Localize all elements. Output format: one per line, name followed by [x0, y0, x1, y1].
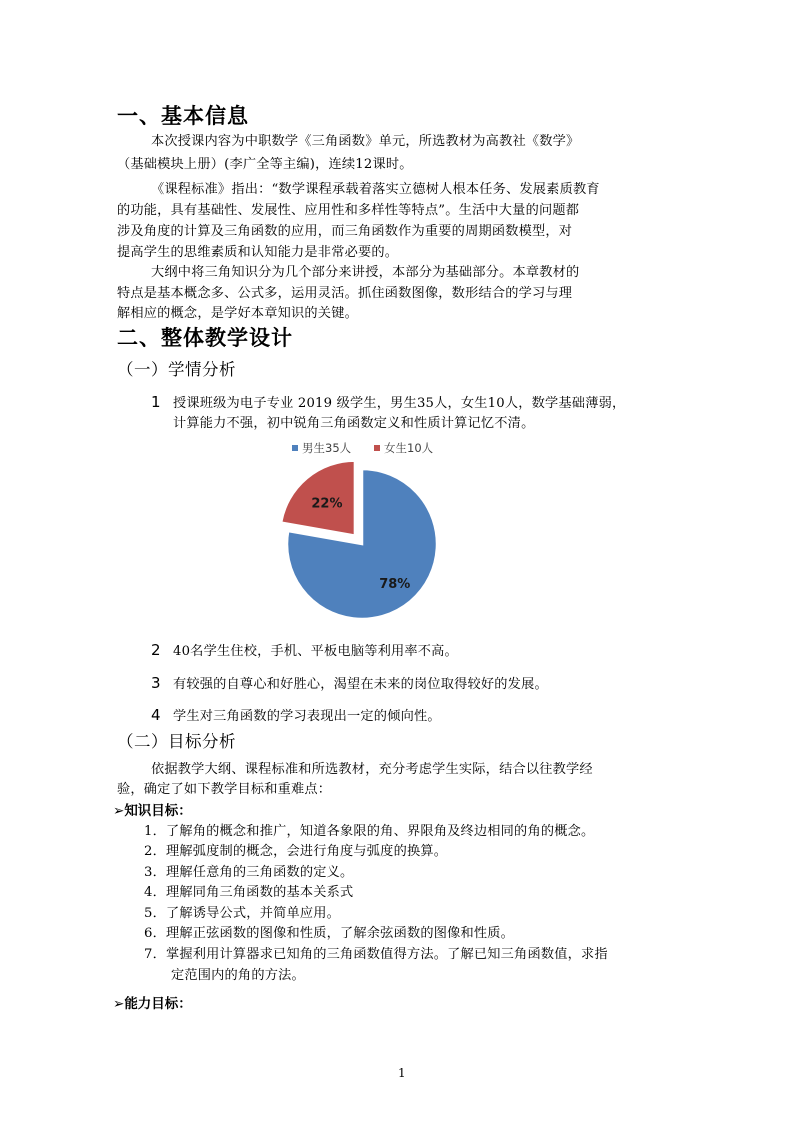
list-text: 授课班级为电子专业 2019 级学生，男生35人，女生10人，数学基础薄弱，	[173, 396, 626, 411]
paragraph-line: （基础模块上册）(李广全等主编)，连续12课时。	[117, 157, 413, 172]
knowledge-goals-label: 知识目标：	[124, 803, 192, 819]
ability-goals-heading	[113, 992, 192, 1012]
list-item-continuation: 计算能力不强，初中锐角三角函数定义和性质计算记忆不清。	[173, 416, 535, 431]
paragraph-line: 依据教学大纲、课程标准和所选教材，充分考虑学生实际，结合以往教学经	[151, 762, 593, 777]
knowledge-goals-heading	[113, 799, 192, 819]
knowledge-item: 7．掌握利用计算器求已知角的三角函数值得方法。了解已知三角函数值，求指	[144, 947, 608, 962]
list-item	[151, 705, 441, 724]
subsection-heading-goal-analysis: （二）目标分析	[117, 732, 236, 751]
list-text: 40名学生住校，手机、平板电脑等利用率不高。	[173, 644, 458, 659]
gender-pie-chart	[270, 432, 470, 628]
list-item	[151, 640, 458, 659]
paragraph-line: 特点是基本概念多、公式多，运用灵活。抓住函数图像，数形结合的学习与理	[117, 286, 573, 301]
list-number: 3	[151, 674, 161, 692]
legend-swatch	[292, 445, 298, 451]
legend-label: 女生10人	[384, 441, 434, 455]
paragraph-line: 大纲中将三角知识分为几个部分来讲授，本部分为基础部分。本章教材的	[151, 265, 580, 280]
paragraph-line: 涉及角度的计算及三角函数的应用，而三角函数作为重要的周期函数模型，对	[117, 224, 573, 239]
chart-legend	[292, 441, 434, 455]
paragraph-line: 本次授课内容为中职数学《三角函数》单元，所选教材为高教社《数学》	[151, 134, 580, 149]
section-heading-basic-info: 一、基本信息	[117, 104, 249, 128]
paragraph-line: 提高学生的思维素质和认知能力是非常必要的。	[117, 245, 399, 260]
knowledge-item: 4．理解同角三角函数的基本关系式	[144, 885, 354, 900]
list-number: 1	[151, 393, 161, 411]
paragraph-line: 《课程标准》指出：“数学课程承载着落实立德树人根本任务、发展素质教育	[151, 182, 600, 197]
knowledge-item: 6．理解正弦函数的图像和性质，了解余弦函数的图像和性质。	[144, 926, 515, 941]
list-text: 学生对三角函数的学习表现出一定的倾向性。	[173, 709, 441, 724]
list-text: 有较强的自尊心和好胜心，渴望在未来的岗位取得较好的发展。	[173, 677, 548, 692]
knowledge-item: 1．了解角的概念和推广，知道各象限的角、界限角及终边相同的角的概念。	[144, 824, 595, 839]
paragraph-line: 的功能，具有基础性、发展性、应用性和多样性等特点”。生活中大量的问题都	[117, 203, 580, 218]
pie-data-label: 22%	[311, 496, 343, 512]
list-item	[151, 392, 625, 411]
knowledge-item: 5．了解诱导公式，并简单应用。	[144, 906, 341, 921]
paragraph-line: 解相应的概念，是学好本章知识的关键。	[117, 306, 358, 321]
arrow-bullet-icon: ➢	[113, 803, 125, 819]
pie-slices	[281, 461, 437, 619]
list-item	[151, 673, 548, 692]
knowledge-item: 3．理解任意角的三角函数的定义。	[144, 865, 354, 880]
list-number: 4	[151, 706, 161, 724]
section-heading-overall-design: 二、整体教学设计	[117, 326, 293, 350]
legend-label: 男生35人	[302, 441, 352, 455]
arrow-bullet-icon: ➢	[113, 996, 125, 1012]
list-number: 2	[151, 641, 161, 659]
ability-goals-label: 能力目标：	[124, 996, 192, 1012]
legend-swatch	[374, 445, 380, 451]
knowledge-item: 2．理解弧度制的概念，会进行角度与弧度的换算。	[144, 844, 448, 859]
pie-data-label: 78%	[379, 577, 411, 593]
knowledge-item-continuation: 定范围内的角的方法。	[171, 968, 305, 983]
paragraph-line: 验，确定了如下教学目标和重难点：	[117, 782, 332, 797]
page-number: 1	[398, 1066, 406, 1080]
subsection-heading-student-analysis: （一）学情分析	[117, 360, 236, 379]
